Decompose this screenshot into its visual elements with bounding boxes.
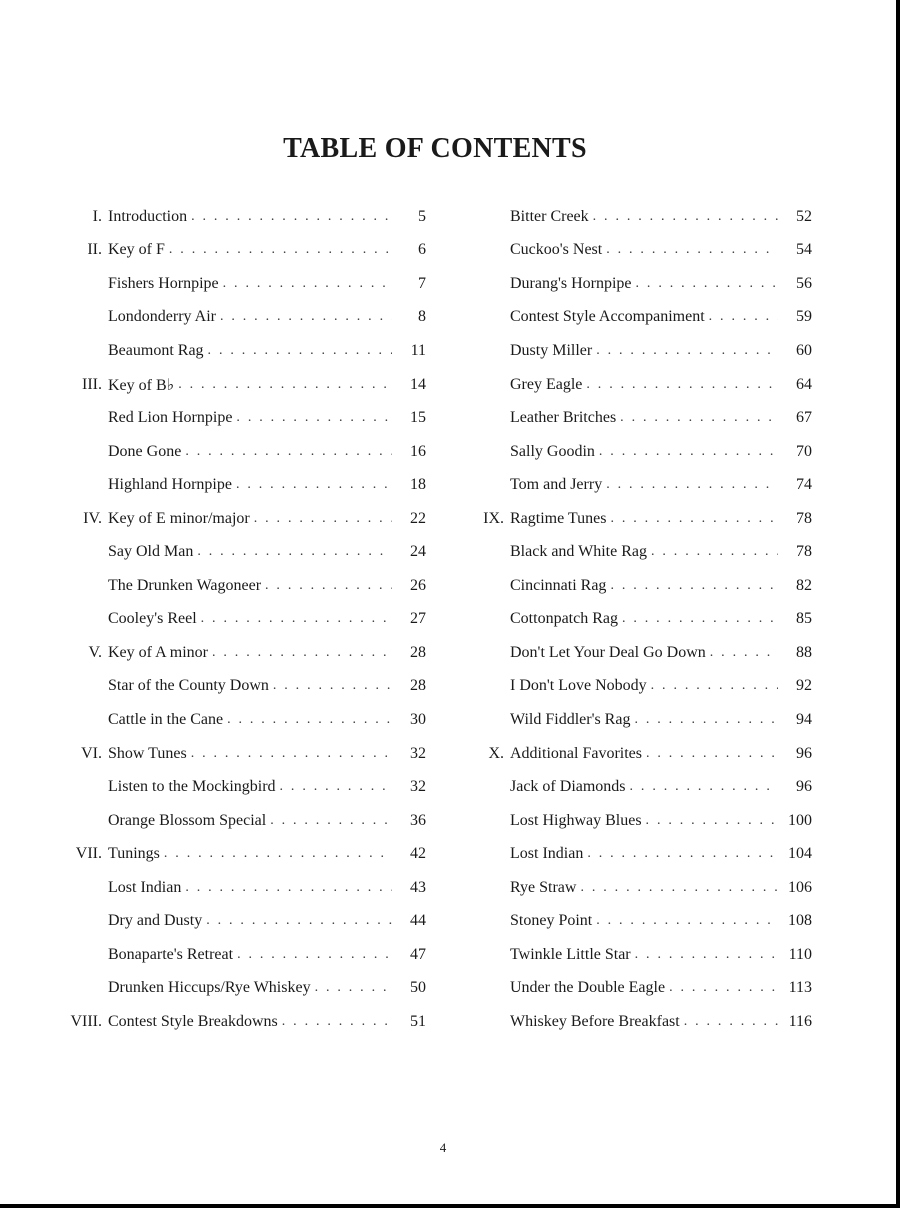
entry-page-number: 24 [410,543,426,561]
entry-title: Lost Indian [510,845,584,863]
toc-entry [58,334,426,368]
entry-title: Lost Indian [108,878,182,896]
toc-entry [460,468,812,502]
dot-leader [622,611,778,627]
entry-page-number: 100 [788,811,812,829]
dot-leader [206,913,392,929]
entry-title: Twinkle Little Star [510,945,631,963]
section-numeral: IX. [483,509,504,527]
entry-title: Leather Britches [510,409,617,427]
dot-leader [646,746,778,762]
toc-entry [58,938,426,972]
entry-page-number: 7 [418,274,426,292]
entry-page-number: 108 [788,912,812,930]
entry-title: Grey Eagle [510,375,583,393]
dot-leader [606,477,778,493]
dot-leader [620,410,778,426]
entry-title: Dusty Miller [510,341,593,359]
page-number: 4 [439,1140,447,1155]
toc-entry [58,737,426,771]
entry-title: Jack of Diamonds [510,778,626,796]
section-numeral: I. [92,207,102,225]
dot-leader [191,746,392,762]
entry-page-number: 15 [410,409,426,427]
entry-page-number: 18 [410,476,426,494]
entry-page-number: 110 [788,945,812,963]
entry-title: Cottonpatch Rag [510,610,618,628]
dot-leader [635,947,778,963]
toc-entry [460,234,812,268]
toc-entry [460,703,812,737]
section-numeral: X. [488,744,504,762]
dot-leader [201,611,392,627]
toc-entry [460,435,812,469]
entry-page-number: 52 [796,207,812,225]
dot-leader [208,343,392,359]
dot-leader [227,712,392,728]
section-numeral: II. [87,241,102,259]
dot-leader [599,444,778,460]
entry-title: Sally Goodin [510,442,595,460]
toc-entry [58,401,426,435]
toc-entry [58,603,426,637]
dot-leader [237,947,392,963]
entry-title: Key of F [108,241,165,259]
dot-leader [178,377,392,393]
page-title: TABLE OF CONTENTS [283,133,587,164]
toc-entry [460,200,812,234]
entry-title: Cuckoo's Nest [510,241,603,259]
entry-title: Tunings [108,845,160,863]
entry-page-number: 44 [410,912,426,930]
entry-page-number: 64 [796,375,812,393]
toc-entry [460,804,812,838]
entry-title: Beaumont Rag [108,341,204,359]
entry-page-number: 30 [410,710,426,728]
toc-entry [460,871,812,905]
toc-entry [460,737,812,771]
entry-title: Cooley's Reel [108,610,197,628]
dot-leader [236,410,392,426]
entry-title: Key of E minor/major [108,509,250,527]
entry-page-number: 96 [796,744,812,762]
entry-title: Whiskey Before Breakfast [510,1012,680,1030]
entry-title: Red Lion Hornpipe [108,409,233,427]
toc-entry [460,569,812,603]
page-edge-right [896,0,900,1208]
toc-entry [460,301,812,335]
entry-title: Drunken Hiccups/Rye Whiskey [108,979,311,997]
dot-leader [254,511,392,527]
toc-entry [58,703,426,737]
dot-leader [593,209,778,225]
section-numeral: VIII. [70,1012,102,1030]
dot-leader [709,309,778,325]
toc-entry [460,535,812,569]
dot-leader [197,544,392,560]
entry-page-number: 32 [410,744,426,762]
entry-page-number: 116 [788,1012,812,1030]
entry-title: Done Gone [108,442,182,460]
entry-title: Under the Double Eagle [510,979,666,997]
toc-entry [58,502,426,536]
entry-title: Fishers Hornpipe [108,274,219,292]
entry-page-number: 94 [796,710,812,728]
entry-page-number: 28 [410,643,426,661]
entry-title: Don't Let Your Deal Go Down [510,643,706,661]
entry-page-number: 43 [410,878,426,896]
toc-entry [58,569,426,603]
entry-page-number: 42 [410,845,426,863]
entry-title: Key of B♭ [108,376,175,394]
dot-leader [636,276,778,292]
entry-title: Tom and Jerry [510,476,603,494]
entry-page-number: 78 [796,509,812,527]
dot-leader [236,477,392,493]
toc-entry [460,334,812,368]
entry-title: Contest Style Breakdowns [108,1012,278,1030]
entry-title: Listen to the Mockingbird [108,778,276,796]
toc-entry [460,972,812,1006]
dot-leader [684,1014,778,1030]
entry-page-number: 26 [410,576,426,594]
dot-leader [586,377,778,393]
entry-page-number: 59 [796,308,812,326]
dot-leader [610,511,778,527]
toc-entry [58,670,426,704]
section-numeral: III. [82,375,102,393]
toc-entry [58,904,426,938]
entry-page-number: 70 [796,442,812,460]
toc-entry [460,770,812,804]
dot-leader [220,309,392,325]
toc-entry [460,938,812,972]
dot-leader [596,343,778,359]
entry-page-number: 8 [418,308,426,326]
toc-left-column [58,200,426,1039]
dot-leader [273,678,392,694]
toc-entry [58,804,426,838]
toc-entry [58,468,426,502]
entry-title: I Don't Love Nobody [510,677,647,695]
entry-page-number: 14 [410,375,426,393]
entry-title: Additional Favorites [510,744,642,762]
toc-entry [460,670,812,704]
toc-entry [58,535,426,569]
entry-page-number: 11 [410,341,426,359]
entry-title: Black and White Rag [510,543,647,561]
entry-page-number: 88 [796,643,812,661]
toc-entry [58,435,426,469]
entry-page-number: 82 [796,576,812,594]
entry-title: Say Old Man [108,543,194,561]
entry-page-number: 74 [796,476,812,494]
entry-title: Show Tunes [108,744,187,762]
section-numeral: VII. [75,845,102,863]
dot-leader [164,846,392,862]
dot-leader [669,980,778,996]
entry-title: Wild Fiddler's Rag [510,710,631,728]
entry-title: Cincinnati Rag [510,576,607,594]
entry-title: Cattle in the Cane [108,710,224,728]
entry-page-number: 96 [796,778,812,796]
page-edge-bottom [0,1204,900,1208]
entry-title: Stoney Point [510,912,593,930]
entry-title: Bonaparte's Retreat [108,945,234,963]
dot-leader [634,712,778,728]
toc-entry [460,368,812,402]
entry-title: Ragtime Tunes [510,509,607,527]
dot-leader [265,578,392,594]
entry-page-number: 104 [788,845,812,863]
toc-entry [460,603,812,637]
toc-entry [460,267,812,301]
toc-entry [58,871,426,905]
entry-page-number: 27 [410,610,426,628]
dot-leader [580,880,778,896]
toc-entry [58,770,426,804]
entry-title: Dry and Dusty [108,912,203,930]
entry-title: Lost Highway Blues [510,811,642,829]
toc-entry [58,1005,426,1039]
entry-title: Star of the County Down [108,677,269,695]
toc-entry [58,636,426,670]
dot-leader [185,444,392,460]
dot-leader [270,813,392,829]
entry-page-number: 22 [410,509,426,527]
dot-leader [646,813,778,829]
dot-leader [651,678,778,694]
entry-title: Rye Straw [510,878,577,896]
dot-leader [280,779,392,795]
dot-leader [606,242,778,258]
section-numeral: VI. [81,744,102,762]
entry-page-number: 106 [788,878,812,896]
entry-page-number: 113 [788,979,812,997]
dot-leader [315,980,392,996]
entry-title: Highland Hornpipe [108,476,232,494]
entry-page-number: 50 [410,979,426,997]
dot-leader [282,1014,392,1030]
toc-entry [460,837,812,871]
entry-title: Key of A minor [108,643,208,661]
dot-leader [630,779,778,795]
entry-title: Contest Style Accompaniment [510,308,705,326]
entry-page-number: 32 [410,778,426,796]
toc-entry [58,301,426,335]
dot-leader [651,544,778,560]
dot-leader [185,880,392,896]
entry-page-number: 47 [410,945,426,963]
entry-page-number: 6 [418,241,426,259]
entry-title: Orange Blossom Special [108,811,267,829]
dot-leader [587,846,778,862]
toc-entry [58,200,426,234]
entry-page-number: 78 [796,543,812,561]
toc-entry [58,234,426,268]
toc-entry [460,904,812,938]
toc-entry [460,502,812,536]
entry-title: Durang's Hornpipe [510,274,632,292]
toc-entry [460,636,812,670]
dot-leader [169,242,392,258]
entry-page-number: 51 [410,1012,426,1030]
entry-page-number: 16 [410,442,426,460]
entry-page-number: 54 [796,241,812,259]
entry-page-number: 56 [796,274,812,292]
entry-page-number: 28 [410,677,426,695]
entry-page-number: 36 [410,811,426,829]
toc-entry [58,837,426,871]
entry-title: Londonderry Air [108,308,216,326]
entry-page-number: 67 [796,409,812,427]
section-numeral: IV. [83,509,102,527]
toc-entry [460,401,812,435]
entry-page-number: 60 [796,341,812,359]
entry-page-number: 85 [796,610,812,628]
dot-leader [710,645,778,661]
entry-page-number: 92 [796,677,812,695]
section-numeral: V. [88,643,102,661]
dot-leader [212,645,392,661]
toc-entry [58,368,426,402]
toc-entry [58,972,426,1006]
dot-leader [596,913,778,929]
dot-leader [223,276,392,292]
toc-entry [460,1005,812,1039]
toc-entry [58,267,426,301]
dot-leader [610,578,778,594]
entry-title: The Drunken Wagoneer [108,576,262,594]
entry-title: Bitter Creek [510,207,589,225]
entry-page-number: 5 [418,207,426,225]
entry-title: Introduction [108,207,188,225]
toc-right-column [460,200,812,1039]
dot-leader [191,209,392,225]
